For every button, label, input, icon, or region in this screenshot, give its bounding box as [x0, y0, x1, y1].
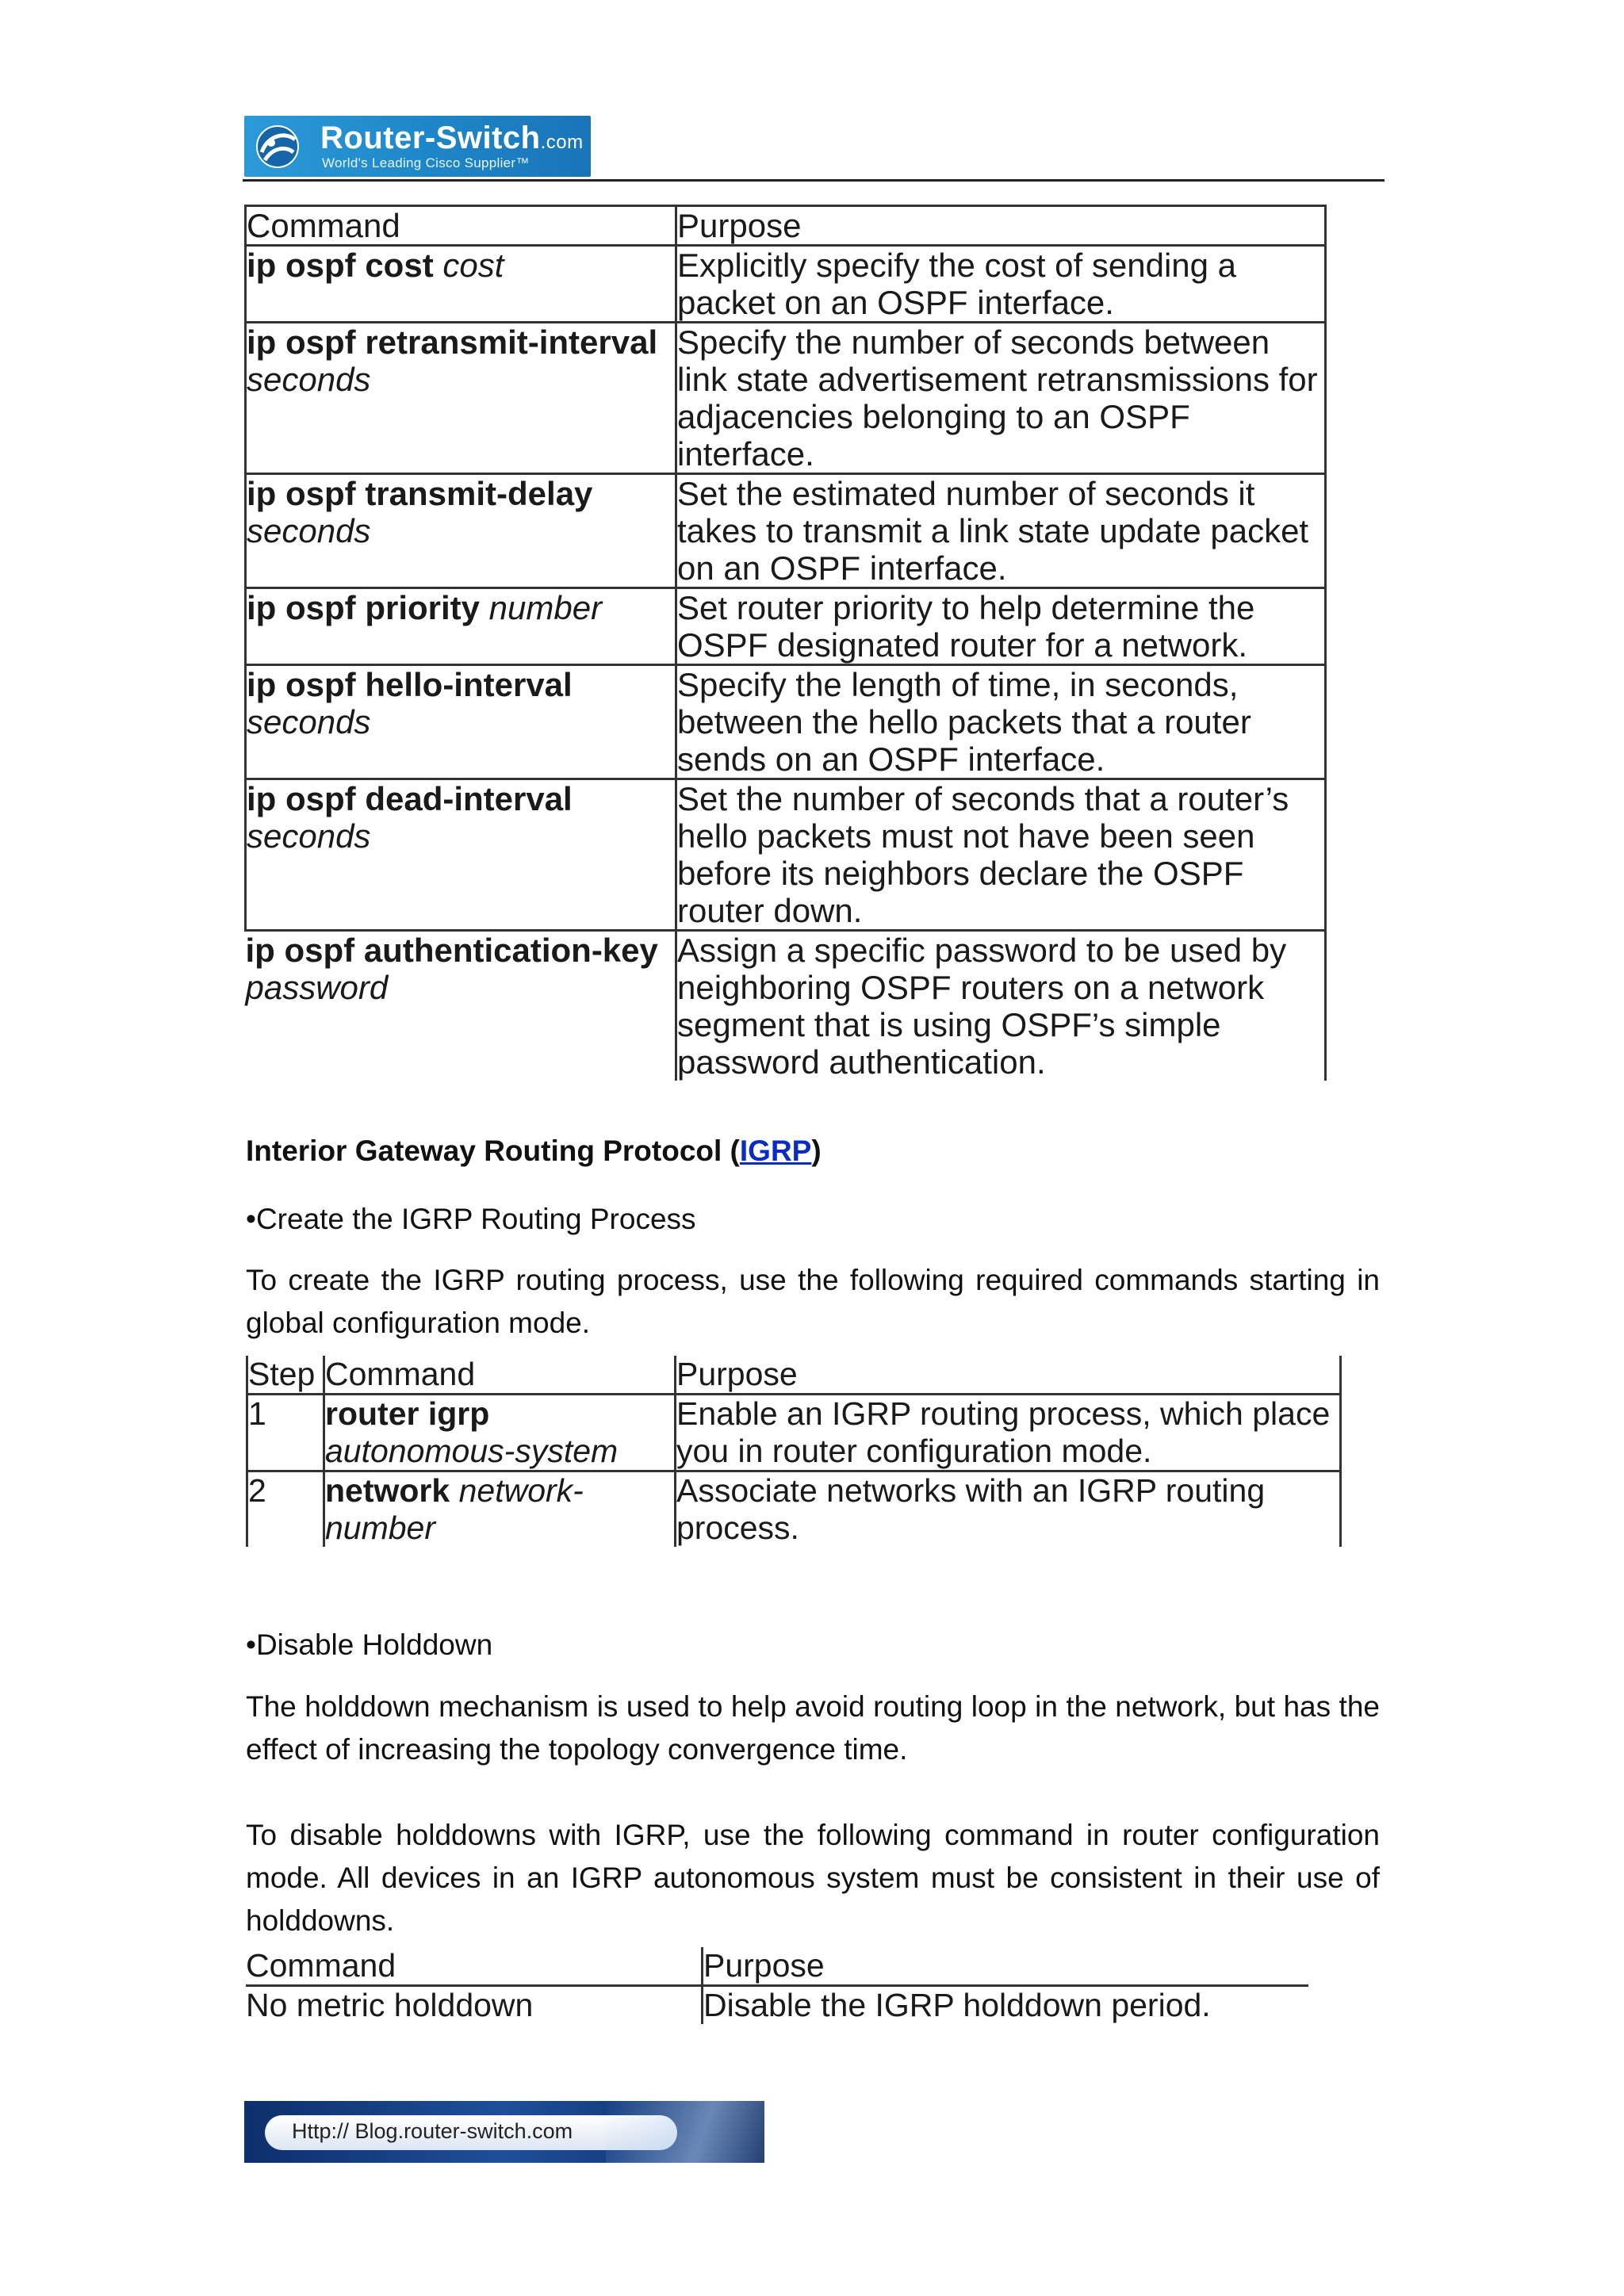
command-cell: [246, 665, 676, 779]
logo-title-main: Router-Switch: [320, 121, 541, 155]
command-argument: password: [245, 969, 389, 1006]
table-row: [246, 588, 1326, 665]
command-keyword: router igrp: [325, 1395, 490, 1432]
table-row: [246, 474, 1326, 588]
command-keyword: ip ospf authentication-key: [245, 932, 658, 969]
ospf-command-table: [244, 205, 1327, 1081]
command-cell: [246, 931, 676, 1081]
table-header-row: [246, 206, 1326, 246]
site-logo[interactable]: [244, 116, 591, 177]
command-argument: seconds: [247, 512, 371, 549]
table-row: [247, 1395, 1341, 1471]
table-row: [246, 246, 1326, 323]
globe-logo-icon: [254, 124, 301, 170]
banner-shine: [606, 2101, 764, 2163]
column-header-purpose: Purpose: [703, 1947, 1309, 1986]
paragraph-disable-holddown: To disable holddowns with IGRP, use the following command in router configuration mode. All devices in an IGRP autonomous system must be consistent in their use of holddowns.: [246, 1819, 1380, 1937]
table-row: [246, 931, 1326, 1081]
command-cell: [246, 474, 676, 588]
purpose-cell: Set the number of seconds that a router’s hello packets must not have been seen before its neighbors declare the OSPF router down.: [676, 779, 1326, 931]
table-row: [246, 779, 1326, 931]
purpose-cell: Disable the IGRP holddown period.: [703, 1986, 1309, 2025]
heading-prefix: Interior Gateway Routing Protocol (: [246, 1135, 740, 1167]
paragraph-holddown-mechanism: The holddown mechanism is used to help avoid routing loop in the network, but has the effect of increasing the topology convergence time.: [246, 1690, 1380, 1766]
command-keyword: ip ospf cost: [247, 247, 434, 284]
command-argument: network-number: [325, 1472, 584, 1546]
command-keyword: ip ospf transmit-delay: [247, 475, 593, 512]
table-row: [246, 323, 1326, 474]
command-argument: number: [488, 589, 603, 626]
blog-url: Http:// Blog.router-switch.com: [292, 2119, 573, 2143]
command-argument: cost: [442, 247, 504, 284]
command-argument: seconds: [247, 817, 371, 855]
igrp-link[interactable]: IGRP: [739, 1135, 812, 1167]
step-cell: 2: [247, 1471, 324, 1548]
table-row: [246, 665, 1326, 779]
header-divider: [243, 179, 1385, 182]
command-keyword: ip ospf hello-interval: [247, 666, 573, 703]
command-cell: [246, 588, 676, 665]
table-row: [247, 1471, 1341, 1548]
purpose-cell: Specify the number of seconds between link state advertisement retransmissions for adjacencies belonging to an OSPF interface.: [676, 323, 1326, 474]
paragraph-create-igrp: To create the IGRP routing process, use the following required commands starting in global configuration mode.: [246, 1264, 1380, 1339]
column-header-purpose: Purpose: [676, 1356, 1341, 1395]
purpose-cell: Set the estimated number of seconds it takes to transmit a link state update packet on an OSPF interface.: [676, 474, 1326, 588]
command-cell: No metric holddown: [246, 1987, 534, 2023]
purpose-cell: Assign a specific password to be used by neighboring OSPF routers on a network segment that is using OSPF’s simple password authentication.: [676, 931, 1326, 1081]
column-header-command: Command: [324, 1356, 676, 1395]
command-cell: [246, 246, 676, 323]
bullet-create-igrp: •Create the IGRP Routing Process: [246, 1203, 696, 1235]
table-header-row: [247, 1356, 1341, 1395]
purpose-cell: Enable an IGRP routing process, which place you in router configuration mode.: [676, 1395, 1341, 1471]
igrp-step-table: [246, 1356, 1342, 1547]
column-header-step: Step: [247, 1356, 324, 1395]
table-header-row: [246, 1947, 1308, 1986]
command-argument: seconds: [247, 703, 371, 740]
command-keyword: ip ospf dead-interval: [247, 780, 573, 817]
purpose-cell: Set router priority to help determine the OSPF designated router for a network.: [676, 588, 1326, 665]
command-cell: [246, 779, 676, 931]
command-keyword: ip ospf priority: [247, 589, 480, 626]
column-header-command: Command: [246, 1947, 703, 1986]
table-row: [246, 1986, 1308, 2025]
command-argument: autonomous-system: [325, 1433, 619, 1469]
command-argument: seconds: [247, 361, 371, 398]
column-header-command: Command: [246, 206, 676, 246]
command-cell: [324, 1471, 676, 1548]
heading-suffix: ): [811, 1135, 822, 1167]
command-keyword: ip ospf retransmit-interval: [247, 323, 658, 361]
logo-title-suffix: .com: [540, 132, 584, 153]
column-header-purpose: Purpose: [676, 206, 1326, 246]
purpose-cell: Specify the length of time, in seconds, between the hello packets that a router sends on an OSPF interface.: [676, 665, 1326, 779]
purpose-cell: Associate networks with an IGRP routing process.: [676, 1471, 1341, 1548]
step-cell: 1: [247, 1395, 324, 1471]
logo-title: [320, 121, 584, 156]
logo-subtitle: World's Leading Cisco Supplier™: [322, 155, 530, 170]
command-keyword: network: [325, 1472, 450, 1509]
command-cell: [246, 323, 676, 474]
blog-banner[interactable]: [244, 2101, 764, 2163]
command-cell: [324, 1395, 676, 1471]
purpose-cell: Explicitly specify the cost of sending a packet on an OSPF interface.: [676, 246, 1326, 323]
section-heading: [246, 1135, 822, 1168]
bullet-disable-holddown: •Disable Holddown: [246, 1628, 493, 1661]
holddown-command-table: [246, 1947, 1308, 2024]
